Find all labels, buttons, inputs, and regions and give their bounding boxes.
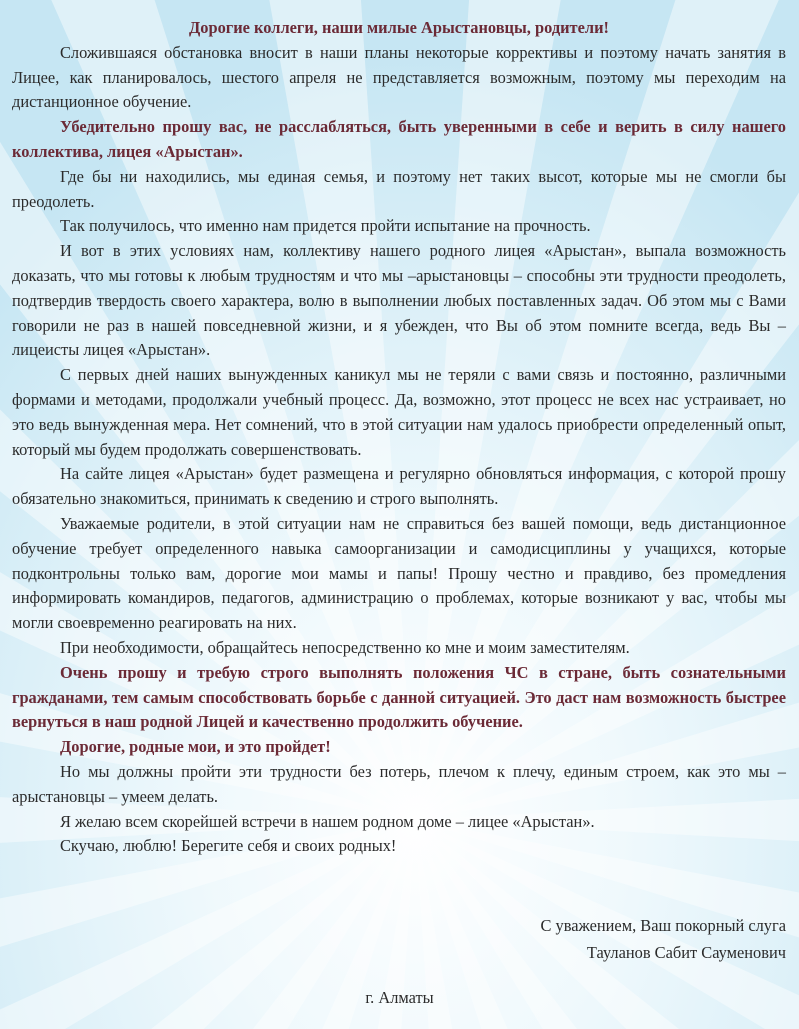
letter-paragraph: Очень прошу и требую строго выполнять положения ЧС в стране, быть сознательными гражданами, тем самым способствовать борьбе с данной ситуацией. Это даст нам возможность быстрее вернуться в наш родной Лицей и качественно продолжить обучение. bbox=[12, 662, 786, 732]
letter-paragraph: Дорогие, родные мои, и это пройдет! bbox=[60, 737, 331, 757]
letter-paragraph: И вот в этих условиях нам, коллективу нашего родного лицея «Арыстан», выпала возможность доказать, что мы готовы к любым трудностям и что мы –арыстановцы – способны эти трудности преодолеть, подтвердив твердость своего характера, волю в выполнении любых поставленных задач. Об этом мы с Вами говорили не раз в нашей повседневной жизни, и я убежден, что Вы об этом помните всегда, ведь Вы – лицеисты лицея «Арыстан». bbox=[12, 241, 786, 360]
letter-paragraph: Убедительно прошу вас, не расслабляться, быть уверенными в себе и верить в силу нашего коллектива, лицея «Арыстан». bbox=[12, 117, 786, 161]
letter-paragraph: Уважаемые родители, в этой ситуации нам не справиться без вашей помощи, ведь дистанционное обучение требует определенного навыка самоорганизации и самодисциплины у учащихся, которые подконтрольны только вам, дорогие мои мамы и папы! Прошу честно и правдиво, без промедления информировать командиров, педагогов, администрацию о проблемах, которые возникают у вас, чтобы мы могли своевременно реагировать на них. bbox=[12, 513, 786, 633]
letter-paragraph: Сложившаяся обстановка вносит в наши планы некоторые коррективы и поэтому начать занятия в Лицее, как планировалось, шестого апреля не представляется возможным, поэтому мы переходим на дистанционное обучение. bbox=[12, 42, 786, 112]
letter-body bbox=[12, 41, 786, 859]
letter-paragraph: Но мы должны пройти эти трудности без потерь, плечом к плечу, единым строем, как это мы – арыстановцы – умеем делать. bbox=[12, 761, 786, 806]
letter-paragraph: С первых дней наших вынужденных каникул мы не теряли с вами связь и постоянно, различными формами и методами, продолжали учебный процесс. Да, возможно, этот процесс не всех нас устраивает, но это ведь вынужденная мера. Нет сомнений, что в этой ситуации нам удалось приобрести определенный опыт, который мы будем продолжать совершенствовать. bbox=[12, 365, 786, 459]
signature-closing: С уважением, Ваш покорный слуга bbox=[540, 916, 786, 935]
letter-title: Дорогие коллеги, наши милые Арыстановцы, родители! bbox=[189, 18, 609, 37]
letter-paragraph: На сайте лицея «Арыстан» будет размещена и регулярно обновляться информация, с которой прошу обязательно знакомиться, принимать к сведению и строго выполнять. bbox=[12, 464, 786, 509]
signature-name: Тауланов Сабит Сауменович bbox=[586, 943, 786, 962]
letter-paragraph: Где бы ни находились, мы единая семья, и поэтому нет таких высот, которые мы не смогли бы преодолеть. bbox=[12, 166, 786, 211]
city-line: г. Алматы bbox=[365, 988, 434, 1007]
letter-paragraph: Так получилось, что именно нам придется пройти испытание на прочность. bbox=[60, 216, 591, 236]
letter-paragraph: Скучаю, люблю! Берегите себя и своих родных! bbox=[60, 836, 397, 856]
signature-block bbox=[286, 912, 786, 966]
letter-paragraph: При необходимости, обращайтесь непосредственно ко мне и моим заместителям. bbox=[60, 637, 630, 657]
letter bbox=[12, 16, 786, 859]
letter-paragraph: Я желаю всем скорейшей встречи в нашем родном доме – лицее «Арыстан». bbox=[60, 811, 595, 831]
